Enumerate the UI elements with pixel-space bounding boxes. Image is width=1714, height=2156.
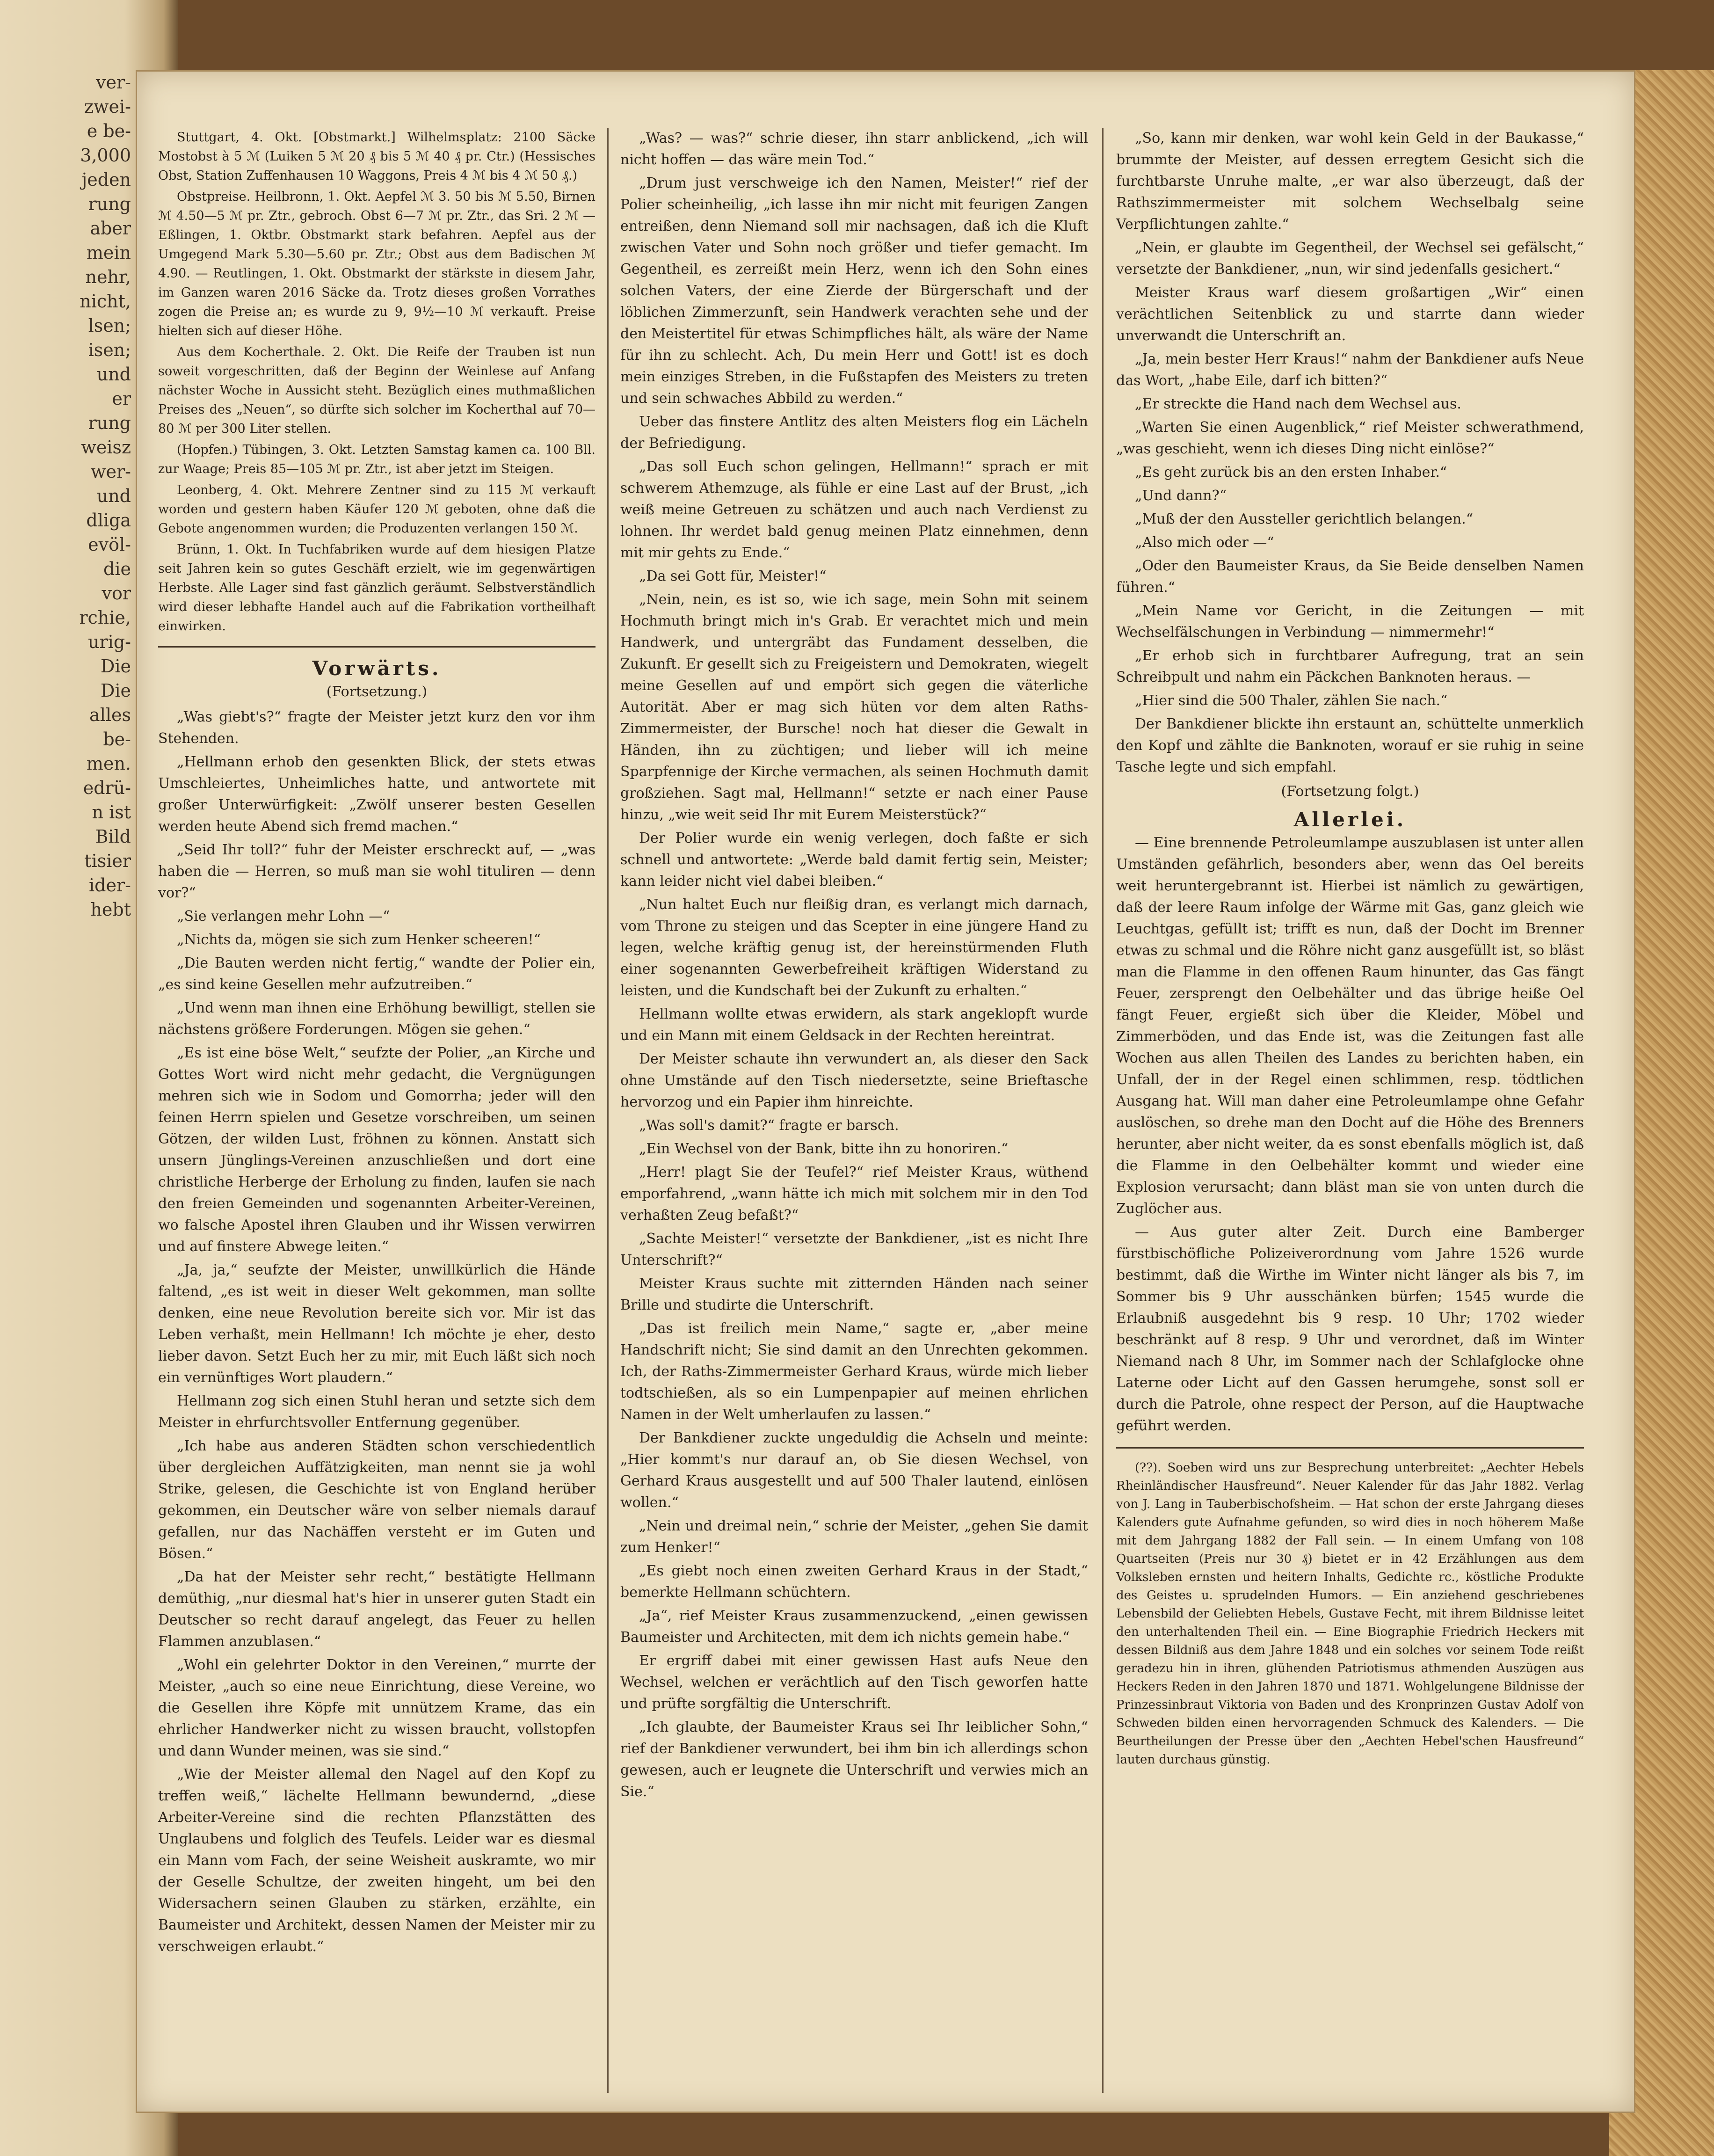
column-3 xyxy=(1116,128,1584,1771)
column-1 xyxy=(158,128,596,1959)
left-page-text-fragment: men. xyxy=(86,753,131,774)
market-report: Aus dem Kocherthale. 2. Okt. Die Reife der Trauben ist nun soweit vorgeschritten, daß der Beginn der Weinlese auf Anfang nächster Woche in Aussicht steht. Bezüglich eines muthmaßlichen Preises des „Neuen“, so dürfte sich solcher im Kocherthal auf 70—80 ℳ per 300 Liter stellen. xyxy=(158,345,596,436)
paragraph: Hellmann zog sich einen Stuhl heran und setzte sich dem Meister in ehrfurchtsvoller Entfernung gegenüber. xyxy=(158,1393,596,1431)
left-page-text-fragment: rung xyxy=(88,194,131,214)
section-divider xyxy=(1116,1447,1584,1449)
market-report: Brünn, 1. Okt. In Tuchfabriken wurde auf dem hiesigen Platze seit Jahren kein so gutes Geschäft erzielt, wie im gegenwärtigen Herbste. Alle Lager sind fast gänzlich geräumt. Selbstverständlich wird dieser lebhafte Handel auch auf die Fabrikation vortheilhaft einwirken. xyxy=(158,542,596,634)
left-page-text-fragment: ider- xyxy=(89,875,131,896)
left-page-text-fragment: ver- xyxy=(96,72,131,93)
column-2 xyxy=(620,128,1088,1805)
paragraph: Der Bankdiener blickte ihn erstaunt an, schüttelte unmerklich den Kopf und zählte die Banknoten, worauf er sie ruhig in seine Tasche legte und sich empfahl. xyxy=(1116,716,1584,775)
left-page-text-fragment: aber xyxy=(90,218,131,239)
section-divider xyxy=(158,646,596,648)
misc-section-title: Allerlei. xyxy=(1293,808,1407,831)
paragraph: „Herr! plagt Sie der Teufel?“ rief Meister Kraus, wüthend emporfahrend, „wann hätte ich mich mit solchem mir in den Tod verhaßten Zeug befaßt?“ xyxy=(620,1164,1088,1224)
left-page-text-fragment: 3,000 xyxy=(80,145,131,166)
paragraph: „Nein und dreimal nein,“ schrie der Meister, „gehen Sie damit zum Henker!“ xyxy=(620,1518,1088,1556)
market-report: Stuttgart, 4. Okt. [Obstmarkt.] Wilhelmsplatz: 2100 Säcke Mostobst à 5 ℳ (Luiken 5 ℳ 20 ₰ bis 5 ℳ 40 ₰ pr. Ctr.) (Hessisches Obst, Station Zuffenhausen 10 Waggons, Preis 4 ℳ bis 4 ℳ 50 ₰.) xyxy=(158,130,596,183)
paragraph: „Da hat der Meister sehr recht,“ bestätigte Hellmann demüthig, „nur diesmal hat's hier in unserer guten Stadt ein Deutscher so recht darauf angelegt, das Feuer zu hellen Flammen anzublasen.“ xyxy=(158,1569,596,1650)
market-reports xyxy=(158,128,596,636)
left-page-text-fragment: er xyxy=(112,388,131,409)
paragraph: „Es geht zurück bis an den ersten Inhaber.“ xyxy=(1135,464,1447,481)
story-paragraphs xyxy=(158,707,596,1958)
paragraph: „Mein Name vor Gericht, in die Zeitungen — mit Wechselfälschungen in Verbindung — nimmermehr!“ xyxy=(1116,603,1584,641)
left-page-text-fragment: Die xyxy=(100,656,131,677)
continuation-label: (Fortsetzung folgt.) xyxy=(1281,783,1419,800)
paragraph: „Sachte Meister!“ versetzte der Bankdiener, „ist es nicht Ihre Unterschrift?“ xyxy=(620,1231,1088,1268)
misc-paragraphs xyxy=(1116,832,1584,1437)
market-report: (Hopfen.) Tübingen, 3. Okt. Letzten Samstag kamen ca. 100 Bll. zur Waage; Preis 85—105 ℳ pr. Ztr., ist aber jetzt im Steigen. xyxy=(158,443,596,476)
paragraph: „Da sei Gott für, Meister!“ xyxy=(639,568,827,584)
paragraph: „Er streckte die Hand nach dem Wechsel aus. xyxy=(1135,396,1461,412)
paragraph: Er ergriff dabei mit einer gewissen Hast aufs Neue den Wechsel, welchen er verächtlich auf den Tisch geworfen hatte und prüfte sorgfältig die Unterschrift. xyxy=(620,1653,1088,1712)
paragraph: „Hellmann erhob den gesenkten Blick, der stets etwas Umschleiertes, Unheimliches hatte, und antwortete mit großer Unterwürfigkeit: „Zwölf unserer besten Gesellen werden heute Abend sich fremd machen.“ xyxy=(158,754,596,835)
paragraph: „Seid Ihr toll?“ fuhr der Meister erschreckt auf, — „was haben die — Herren, so muß man sie wohl tituliren — denn vor?“ xyxy=(158,842,596,901)
paragraph: „Was soll's damit?“ fragte er barsch. xyxy=(639,1117,899,1134)
left-page-text-fragment: evöl- xyxy=(88,534,131,555)
left-page-text-fragment: wer- xyxy=(90,461,131,482)
left-page-text-fragment: Bild xyxy=(95,826,131,847)
paragraph: „Sie verlangen mehr Lohn —“ xyxy=(177,908,390,925)
paragraph: „Er erhob sich in furchtbarer Aufregung, trat an sein Schreibpult und nahm ein Päckchen Banknoten heraus. — xyxy=(1116,648,1584,685)
review-notice: (??). Soeben wird uns zur Besprechung unterbreitet: „Aechter Hebels Rheinländischer Hausfreund“. Neuer Kalender für das Jahr 1882. Verlag von J. Lang in Tauberbischofsheim. — Hat schon der erste Jahrgang dieses Kalenders gute Aufnahme gefunden, so wird dies in noch höherem Maße mit dem Jahrgang 1882 der Fall sein. — In einem Umfang von 108 Quartseiten (Preis nur 30 ₰) bietet er in 42 Erzählungen aus dem Volksleben ernsten und heitern Inhalts, Gedichte rc., köstliche Produkte des Geistes u. sprudelnden Humors. — Ein anziehend geschriebenes Lebensbild der Geliebten Hebels, Gustave Fecht, mit ihrem Bildnisse leitet den unterhaltenden Theil ein. — Eine Biographie Friedrich Heckers mit dessen Bildniß aus dem Jahre 1848 und ein solches vor seinem Tode reißt geradezu hin in ihren, glühenden Patriotismus athmenden Auszügen aus Heckers Reden in den Jahren 1870 und 1871. Wohlgelungene Bildnisse der Prinzessinbraut Viktoria von Baden und des Kronprinzen Gustav Adolf von Schweden bilden einen hervorragenden Schmuck des Kalenders. — Die Beurtheilungen der Presse über den „Aechten Hebel'schen Hausfreund“ lauten durchaus günstig. xyxy=(1116,1461,1584,1767)
left-page-text-fragment: jeden xyxy=(81,169,131,190)
paragraph: „So, kann mir denken, war wohl kein Geld in der Baukasse,“ brummte der Meister, auf dessen erregtem Gesicht sich die furchtbarste Unruhe malte, „er war also überzeugt, daß der Rathszimmermeister mit solchem Wechselbalg seine Verpflichtungen zahlte.“ xyxy=(1116,130,1584,233)
paragraph: Der Bankdiener zuckte ungeduldig die Achseln und meinte: „Hier kommt's nur darauf an, ob Sie diesen Wechsel, von Gerhard Kraus ausgestellt und auf 500 Thaler lautend, einlösen wollen.“ xyxy=(620,1430,1088,1511)
left-page-text-fragment: n ist xyxy=(92,802,131,823)
left-page-text-fragment: weisz xyxy=(81,437,131,458)
paragraph: „Hier sind die 500 Thaler, zählen Sie nach.“ xyxy=(1135,692,1448,709)
left-page-text-fragment: alles xyxy=(89,705,131,725)
story-title: Vorwärts. xyxy=(312,657,442,680)
paragraph: „Was? — was?“ schrie dieser, ihn starr anblickend, „ich will nicht hoffen — das wäre mein Tod.“ xyxy=(620,130,1088,168)
paragraph: Hellmann wollte etwas erwidern, als stark angeklopft wurde und ein Mann mit einem Geldsack in der Rechten hereintrat. xyxy=(620,1006,1088,1044)
paragraph: „Ein Wechsel von der Bank, bitte ihn zu honoriren.“ xyxy=(639,1141,1009,1157)
story-paragraphs xyxy=(1116,128,1584,778)
column-rule xyxy=(607,128,609,2093)
left-page-text-fragment: die xyxy=(103,559,131,579)
newspaper-page xyxy=(136,70,1635,2113)
left-page-text-fragment: nehr, xyxy=(85,267,131,287)
paragraph: „Die Bauten werden nicht fertig,“ wandte der Polier ein, „es sind keine Gesellen mehr aufzutreiben.“ xyxy=(158,955,596,993)
paragraph: „Nichts da, mögen sie sich zum Henker scheeren!“ xyxy=(177,932,541,948)
market-report: Obstpreise. Heilbronn, 1. Okt. Aepfel ℳ 3. 50 bis ℳ 5.50, Birnen ℳ 4.50—5 ℳ pr. Ztr., gebroch. Obst 6—7 ℳ pr. Ztr., das Sri. 2 ℳ — Eßlingen, 1. Oktbr. Obstmarkt stark befahren. Aepfel aus der Umgegend Mark 5.30—5.60 pr. Ztr.; Obst aus dem Badischen ℳ 4.90. — Reutlingen, 1. Okt. Obstmarkt der stärkste in diesem Jahr, im Ganzen waren 2016 Säcke da. Trotz dieses großen Vorrathes zogen die Preise an; es wurde zu 9, 9½—10 ℳ verkauft. Preise hielten sich auf dieser Höhe. xyxy=(158,189,596,338)
paragraph: „Nein, er glaubte im Gegentheil, der Wechsel sei gefälscht,“ versetzte der Bankdiener, „nun, wir sind jedenfalls gesichert.“ xyxy=(1116,240,1584,277)
paragraph: „Ja“, rief Meister Kraus zusammenzuckend, „einen gewissen Baumeister und Architecten, mit dem ich nichts gemein habe.“ xyxy=(620,1608,1088,1646)
left-page-text-fragment: vor xyxy=(102,583,131,604)
paragraph: „Muß der den Aussteller gerichtlich belangen.“ xyxy=(1135,511,1474,527)
paragraph: — Eine brennende Petroleumlampe auszublasen ist unter allen Umständen gefährlich, besonders aber, wenn das Oel bereits weit heruntergebrannt ist. Hierbei ist nämlich zu gewärtigen, daß der leere Raum infolge der Wärme mit Gas, ganz gleich wie Leuchtgas, gefüllt ist; trifft es nun, daß der Docht im Brenner etwas zu schmal und die Röhre nicht ganz ausgefüllt ist, so bläst man die Flamme in den offenen Raum hinunter, das Gas fängt Feuer, zersprengt den Oelbehälter und das übrige heiße Oel fängt Feuer, ergießt sich über die Kleider, Möbel und Zimmerböden, und das Ende ist, was die Zeitungen fast alle Wochen aus allen Theilen des Landes zu berichten haben, ein Unfall, der in der Regel einen schlimmen, resp. tödtlichen Ausgang hat. Will man daher eine Petroleumlampe ohne Gefahr auslöschen, so drehe man den Docht auf die Höhe des Brenners herunter, aber nicht weiter, da es sonst ebenfalls möglich ist, daß die Flamme in den Oelbehälter kommt und wieder eine Explosion verursacht; dann bläst man sie von unten durch die Zuglöcher aus. xyxy=(1116,835,1584,1217)
left-page-text-fragment: dliga xyxy=(86,510,131,531)
left-page-text-fragment: isen; xyxy=(88,340,131,360)
left-page-text-fragment: rung xyxy=(88,413,131,433)
paragraph: „Oder den Baumeister Kraus, da Sie Beide denselben Namen führen.“ xyxy=(1116,558,1584,596)
paragraph: „Wohl ein gelehrter Doktor in den Vereinen,“ murrte der Meister, „auch so eine neue Einrichtung, diese Vereine, wo die Gesellen ihre Köpfe mit unnützem Krame, das ein ehrlicher Handwerker nicht zu wissen braucht, vollstopfen und dann Wunder meinen, was sie sind.“ xyxy=(158,1657,596,1759)
paragraph: „Und wenn man ihnen eine Erhöhung bewilligt, stellen sie nächstens größere Forderungen. Mögen sie gehen.“ xyxy=(158,1000,596,1038)
paragraph: — Aus guter alter Zeit. Durch eine Bamberger fürstbischöfliche Polizeiverordnung vom Jahre 1526 wurde bestimmt, daß die Wirthe im Winter nicht länger als bis 7, im Sommer bis 9 Uhr ausschänken bürfen; 1545 wurde die Erlaubniß ausgedehnt bis 9 resp. 10 Uhr; 1702 wieder beschränkt auf 8 resp. 9 Uhr und verordnet, daß im Winter Niemand nach 8 Uhr, im Sommer nach der Schlafglocke ohne Laterne oder Licht auf den Gassen herumgehe, sonst soll er durch die Patrole, ohne respect der Person, auf die Hauptwache geführt werden. xyxy=(1116,1224,1584,1434)
paragraph: „Warten Sie einen Augenblick,“ rief Meister schwerathmend, „was geschieht, wenn ich dieses Ding nicht einlöse?“ xyxy=(1116,419,1584,457)
left-page-text-fragment: e be- xyxy=(87,121,131,141)
paragraph: „Ich habe aus anderen Städten schon verschiedentlich über dergleichen Auffätzigkeiten, man nennt sie ja wohl Strike, gelesen, die Geschichte ist von England herüber gekommen, ein Deutscher wäre von selber niemals darauf gefallen, nur das Nachäffen versteht er im Guten und Bösen.“ xyxy=(158,1438,596,1562)
paragraph: „Nun haltet Euch nur fleißig dran, es verlangt mich darnach, vom Throne zu steigen und das Scepter in eine jüngere Hand zu legen, welche kräftig genug ist, der hereinstürmenden Fluth einer sogenannten Gewerbefreiheit kräftigen Widerstand zu leisten, und die Kundschaft bei der Zukunft zu erhalten.“ xyxy=(620,896,1088,999)
paragraph: Der Polier wurde ein wenig verlegen, doch faßte er sich schnell und antwortete: „Werde bald damit fertig sein, Meister; kann leider nicht viel dabei bleiben.“ xyxy=(620,830,1088,889)
left-page-text-fragment: nicht, xyxy=(80,291,131,312)
story-subtitle: (Fortsetzung.) xyxy=(326,684,428,700)
left-page-text-fragment: rchie, xyxy=(79,607,131,628)
paragraph: „Also mich oder —“ xyxy=(1135,534,1274,551)
left-page-text-fragment: und xyxy=(96,364,131,385)
paragraph: Meister Kraus warf diesem großartigen „Wir“ einen verächtlichen Seitenblick zu und starrte dann wieder unverwandt die Unterschrift an. xyxy=(1116,284,1584,344)
left-page-text-fragment: Die xyxy=(100,680,131,701)
paragraph: Der Meister schaute ihn verwundert an, als dieser den Sack ohne Umstände auf den Tisch niedersetzte, seine Brieftasche hervorzog und ein Papier ihm hinreichte. xyxy=(620,1051,1088,1110)
left-page-text-fragment: mein xyxy=(86,242,131,263)
story-paragraphs xyxy=(620,128,1088,1803)
paragraph: „Was giebt's?“ fragte der Meister jetzt kurz den vor ihm Stehenden. xyxy=(158,709,596,747)
paragraph: „Es giebt noch einen zweiten Gerhard Kraus in der Stadt,“ bemerkte Hellmann schüchtern. xyxy=(620,1563,1088,1601)
paragraph: „Ja, ja,“ seufzte der Meister, unwillkürlich die Hände faltend, „es ist weit in dieser Welt gekommen, man sollte denken, eine neue Revolution bereite sich vor. Mir ist das Leben verhaßt, mein Hellmann! Ich möchte je eher, desto lieber davon. Setzt Euch her zu mir, mit Euch läßt sich noch ein vernünftiges Wort plaudern.“ xyxy=(158,1262,596,1386)
left-page-fragment-column xyxy=(0,70,140,2120)
paragraph: „Ich glaubte, der Baumeister Kraus sei Ihr leiblicher Sohn,“ rief der Bankdiener verwundert, bei ihm bin ich allerdings schon gewesen, auch er leugnete die Unterschrift und verwies mich an Sie.“ xyxy=(620,1719,1088,1800)
left-page-text-fragment: und xyxy=(96,486,131,506)
left-page-text-fragment: be- xyxy=(103,729,131,750)
paragraph: Ueber das finstere Antlitz des alten Meisters flog ein Lächeln der Befriedigung. xyxy=(620,414,1088,452)
left-page-text-fragment: urig- xyxy=(88,632,131,652)
paragraph: „Und dann?“ xyxy=(1135,488,1227,504)
paragraph: „Wie der Meister allemal den Nagel auf den Kopf zu treffen weiß,“ lächelte Hellmann bewundernd, „diese Arbeiter-Vereine sind die rechten Pflanzstätten des Unglaubens und folglich des Teufels. Leider war es diesmal ein Mann vom Fach, der seine Weisheit auskramte, wo mir der Geselle Schultze, der zweiten hingeht, um bei den Widersachern seinen Glauben zu stärken, erzählte, ein Baumeister und Architekt, dessen Namen der Meister mir zu verschweigen erlaubt.“ xyxy=(158,1766,596,1955)
left-page-text-fragment: zwei- xyxy=(84,96,131,117)
paragraph: „Ja, mein bester Herr Kraus!“ nahm der Bankdiener aufs Neue das Wort, „habe Eile, darf ich bitten?“ xyxy=(1116,351,1584,389)
paragraph: „Es ist eine böse Welt,“ seufzte der Polier, „an Kirche und Gottes Wort wird nicht mehr gedacht, die Vergnügungen mehren sich wie in Sodom und Gomorrha; jeder will den feinen Herrn spielen und Gesetze vorschreiben, um seinen Götzen, der wilden Lust, fröhnen zu können. Anstatt sich unsern Jünglings-Vereinen anzuschließen und dort eine christliche Herberge der Erholung zu finden, laufen sie nach den freien Gemeinden und sogenannten Arbeiter-Vereinen, wo falsche Apostel ihren Glauben und ihr Wissen verwirren und auf finstere Abwege leiten.“ xyxy=(158,1045,596,1255)
paragraph: „Nein, nein, es ist so, wie ich sage, mein Sohn mit seinem Hochmuth bringt mich in's Grab. Er verachtet mich und mein Handwerk, und untergräbt das Fundament desselben, die Zukunft. Er gesellt sich zu Freigeistern und Demokraten, wiegelt meine Gesellen auf und empört sich gegen die väterliche Autorität. Aber er mag sich hüten vor dem alten Raths-Zimmermeister, der Bursche! noch hat dieser die Gewalt in Händen, ihn zu züchtigen; und lieber will ich meine Sparpfennige der Kirche vermachen, als seinen Hochmuth damit großziehen. Sagt mal, Hellmann!“ setzte er nach einer Pause hinzu, „wie weit seid Ihr mit Eurem Meisterstück?“ xyxy=(620,591,1088,823)
left-page-text-fragment: hebt xyxy=(90,899,131,920)
left-page-text-fragment: tisier xyxy=(84,851,131,871)
paragraph: Meister Kraus suchte mit zitternden Händen nach seiner Brille und studirte die Unterschrift. xyxy=(620,1275,1088,1313)
paragraph: „Drum just verschweige ich den Namen, Meister!“ rief der Polier scheinheilig, „ich lasse ihn mir nicht mit feurigen Zangen entreißen, denn Niemand soll mir nachsagen, daß ich die Kluft zwischen Vater und Sohn noch größer und tiefer gemacht. Im Gegentheil, es zerreißt mein Herz, wenn ich den Sohn eines solchen Vaters, der eine Zierde der Bürgerschaft und der löblichen Zimmerzunft, sein Handwerk verachten sehe und der den Meistertitel für etwas Schimpfliches hält, als wäre der Name für ihn zu schlecht. Ach, Du mein Herr und Gott! ist es doch mein einziges Streben, in die Fußstapfen des Meisters zu treten und sein schwaches Abbild zu werden.“ xyxy=(620,175,1088,407)
left-page-text-fragment: lsen; xyxy=(88,315,131,336)
column-rule xyxy=(1102,128,1104,2093)
paragraph: „Das ist freilich mein Name,“ sagte er, „aber meine Handschrift nicht; Sie sind damit an den Unrechten gekommen. Ich, der Raths-Zimmermeister Gerhard Kraus, würde mich lieber todtschießen, als so ein Lumpenpapier auf meinen ehrlichen Namen in der Welt umherlaufen zu lassen.“ xyxy=(620,1320,1088,1423)
market-report: Leonberg, 4. Okt. Mehrere Zentner sind zu 115 ℳ verkauft worden und gestern haben Käufer 120 ℳ geboten, ohne daß die Gebote angenommen wurden; die Produzenten verlangen 150 ℳ. xyxy=(158,483,596,536)
paragraph: „Das soll Euch schon gelingen, Hellmann!“ sprach er mit schwerem Athemzuge, als fühle er eine Last auf der Brust, „ich weiß meine Getreuen zu schätzen und auch nach Verdienst zu lohnen. Ihr werdet bald genug meinen Platz einnehmen, denn mit mir gehts zu Ende.“ xyxy=(620,459,1088,561)
left-page-text-fragment: edrü- xyxy=(83,778,131,798)
